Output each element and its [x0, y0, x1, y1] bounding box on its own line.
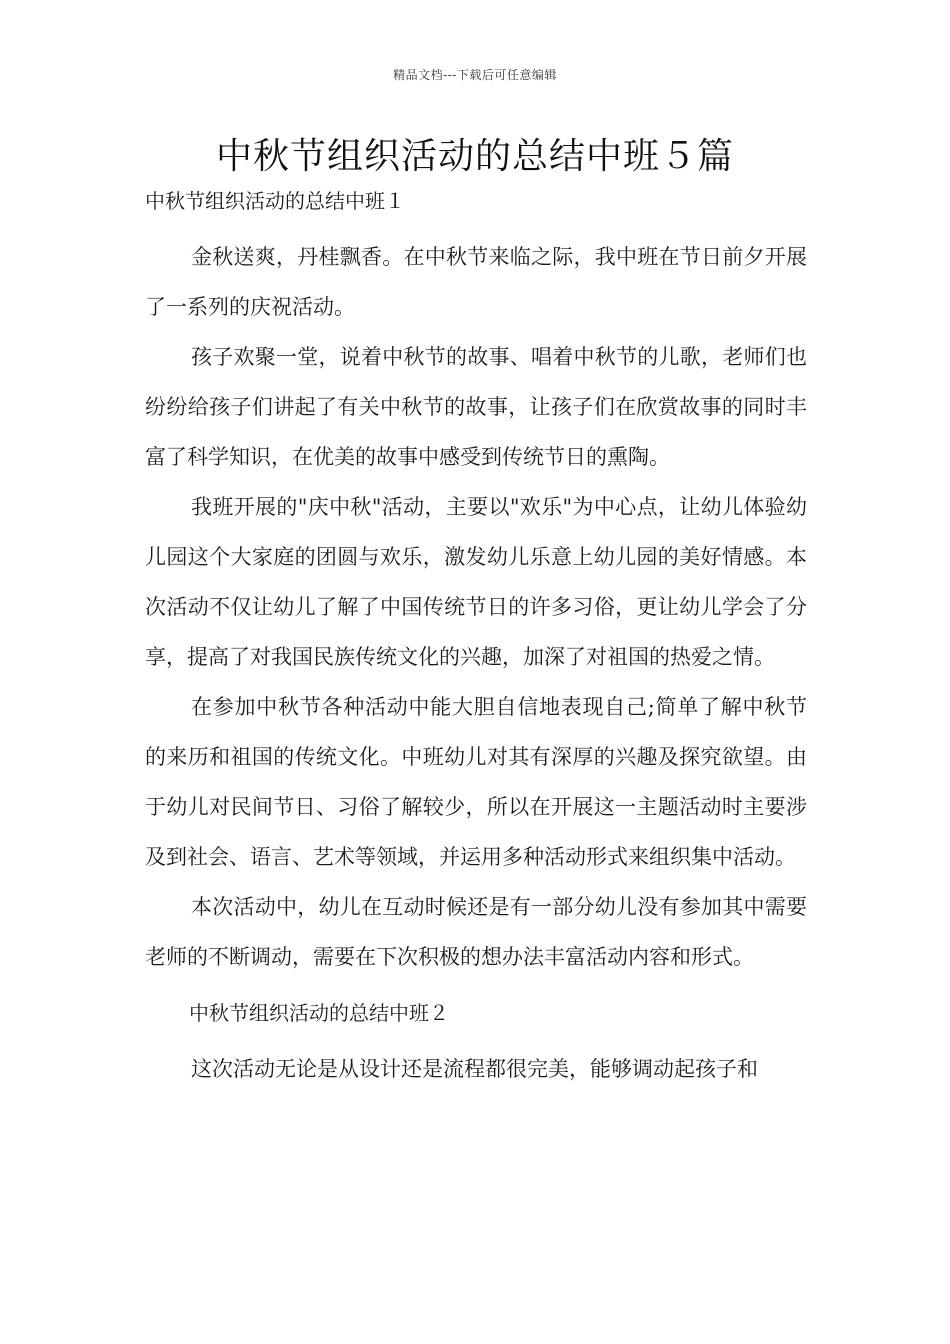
section-heading-1: 中秋节组织活动的总结中班１ — [145, 189, 405, 213]
paragraph: 孩子欢聚一堂，说着中秋节的故事、唱着中秋节的儿歌，老师们也纷纷给孩子们讲起了有关中秋节的故事，让孩子们在欣赏故事的同时丰富了科学知识，在优美的故事中感受到传统节日的熏陶。 — [145, 345, 807, 469]
document-body — [145, 184, 807, 1094]
document-title: 中秋节组织活动的总结中班５篇 — [215, 136, 734, 177]
paragraph: 金秋送爽，丹桂飘香。在中秋节来临之际，我中班在节日前夕开展了一系列的庆祝活动。 — [145, 245, 807, 319]
paragraph: 本次活动中，幼儿在互动时候还是有一部分幼儿没有参加其中需要老师的不断调动，需要在下次积极的想办法丰富活动内容和形式。 — [145, 895, 807, 969]
section-heading-2: 中秋节组织活动的总结中班２ — [189, 1001, 449, 1025]
header-note: 精品文档---下载后可任意编辑 — [393, 68, 557, 82]
paragraph: 我班开展的"庆中秋"活动，主要以"欢乐"为中心点，让幼儿体验幼儿园这个大家庭的团圆与欢乐，激发幼儿乐意上幼儿园的美好情感。本次活动不仅让幼儿了解了中国传统节日的许多习俗，更让幼儿学会了分享，提高了对我国民族传统文化的兴趣，加深了对祖国的热爱之情。 — [145, 495, 807, 669]
paragraph: 这次活动无论是从设计还是流程都很完美，能够调动起孩子和 — [191, 1057, 758, 1081]
paragraph: 在参加中秋节各种活动中能大胆自信地表现自己;简单了解中秋节的来历和祖国的传统文化。中班幼儿对其有深厚的兴趣及探究欲望。由于幼儿对民间节日、习俗了解较少，所以在开展这一主题活动时主要涉及到社会、语言、艺术等领域，并运用多种活动形式来组织集中活动。 — [145, 695, 807, 869]
